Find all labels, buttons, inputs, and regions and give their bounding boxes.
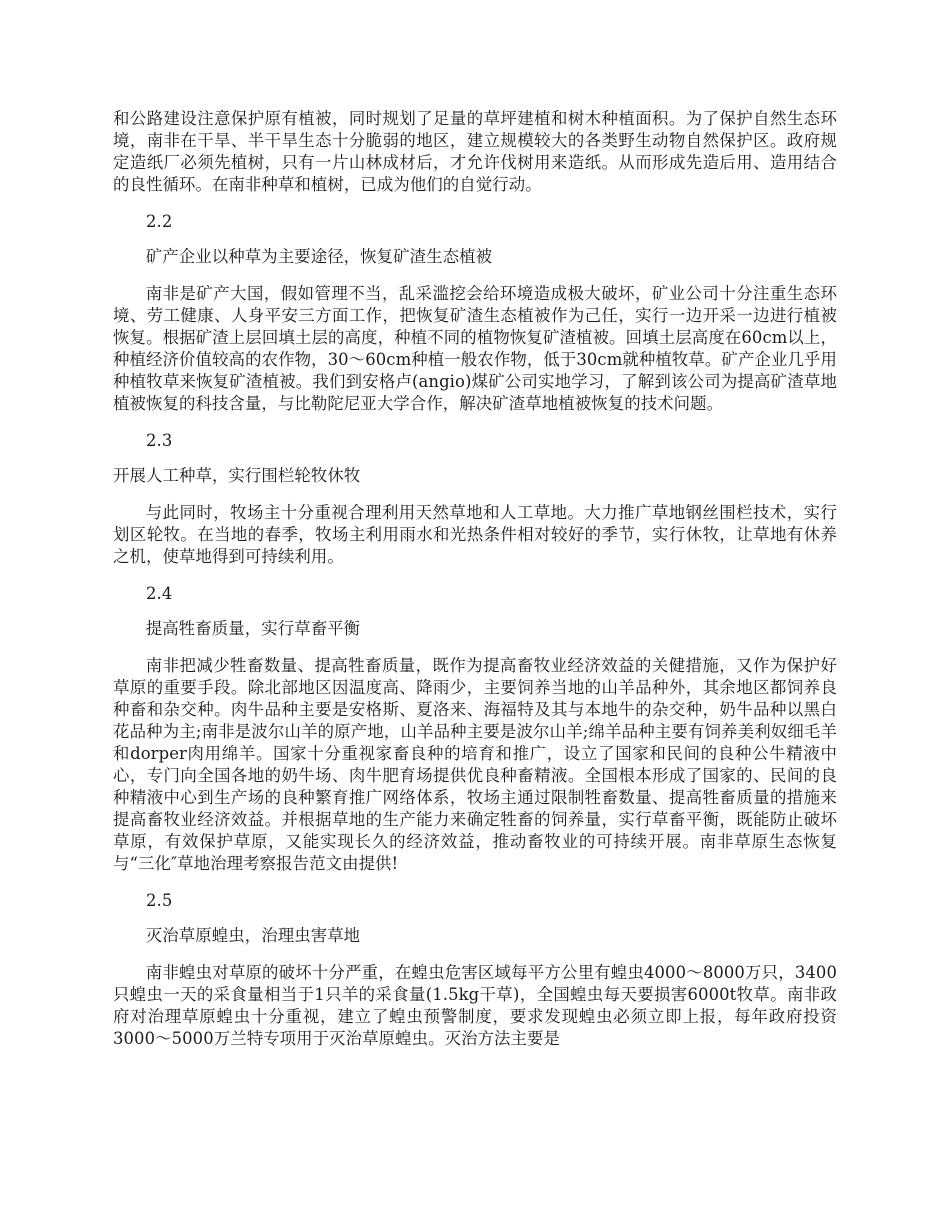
section-title-2-4: 提高牲畜质量，实行草畜平衡 [145,619,361,638]
section-title-2-3: 开展人工种草，实行围栏轮牧休牧 [113,466,361,485]
section-title-2-5: 灭治草原蝗虫，治理虫害草地 [145,926,361,945]
paragraph-intro: 和公路建设注意保护原有植被，同时规划了足量的草坪建植和树木种植面积。为了保护自然生态环境，南非在干旱、半干旱生态十分脆弱的地区，建立规模较大的各类野生动物自然保护区。政府规定造纸厂必须先植树，只有一片山林成材后，才允许伐树用来造纸。从而形成先造后用、造用结合的良性循环。在南非种草和植树，已成为他们的自觉行动。 [113,109,837,194]
section-number-2-2: 2.2 [146,212,173,231]
paragraph-2-5: 南非蝗虫对草原的破坏十分严重，在蝗虫危害区域每平方公里有蝗虫4000～8000万只，3400只蝗虫一天的采食量相当于1只羊的采食量(1.5kg干草)，全国蝗虫每天要损害6000t牧草。南非政府对治理草原蝗虫十分重视，建立了蝗虫预警制度，要求发现蝗虫必须立即上报，每年政府投资3000～5000万兰特专项用于灭治草原蝗虫。灭治方法主要是 [113,963,837,1048]
section-title-2-2: 矿产企业以种草为主要途径，恢复矿渣生态植被 [145,247,493,266]
section-number-2-5: 2.5 [146,891,173,910]
paragraph-2-3: 与此同时，牧场主十分重视合理利用天然草地和人工草地。大力推广草地钢丝围栏技术，实行划区轮牧。在当地的春季，牧场主利用雨水和光热条件相对较好的季节，实行休牧，让草地有休养之机，使草地得到可持续利用。 [113,503,837,566]
paragraph-2-2: 南非是矿产大国，假如管理不当，乱采滥挖会给环境造成极大破坏，矿业公司十分注重生态环境、劳工健康、人身平安三方面工作，把恢复矿渣生态植被作为己任，实行一边开采一边进行植被恢复。根据矿渣上层回填土层的高度，种植不同的植物恢复矿渣植被。回填土层高度在60cm以上，种植经济价值较高的农作物，30～60cm种植一般农作物，低于30cm就种植牧草。矿产企业几乎用种植牧草来恢复矿渣植被。我们到安格卢(angio)煤矿公司实地学习，了解到该公司为提高矿渣草地植被恢复的科技含量，与比勒陀尼亚大学合作，解决矿渣草地植被恢复的技术问题。 [113,284,837,413]
paragraph-2-4: 南非把减少牲畜数量、提高牲畜质量，既作为提高畜牧业经济效益的关健措施，又作为保护好草原的重要手段。除北部地区因温度高、降雨少，主要饲养当地的山羊品种外，其余地区都饲养良种畜和杂交种。肉牛品种主要是安格斯、夏洛来、海福特及其与本地牛的杂交种，奶牛品种以黑白花品种为主;南非是波尔山羊的原产地，山羊品种主要是波尔山羊;绵羊品种主要有饲养美利奴细毛羊和dorper肉用绵羊。国家十分重视家畜良种的培育和推广，设立了国家和民间的良种公牛精液中心，专门向全国各地的奶牛场、肉牛肥育场提供优良种畜精液。全国根本形成了国家的、民间的良种精液中心到生产场的良种繁育推广网络体系，牧场主通过限制牲畜数量、提高牲畜质量的措施来提高畜牧业经济效益。并根据草地的生产能力来确定牲畜的饲养量，实行草畜平衡，既能防止破坏草原，有效保护草原，又能实现长久的经济效益，推动畜牧业的可持续开展。南非草原生态恢复与“三化″草地治理考察报告范文由提供! [113,656,837,873]
document-page [113,108,837,1065]
section-number-2-4: 2.4 [146,584,173,603]
section-number-2-3: 2.3 [146,431,173,450]
